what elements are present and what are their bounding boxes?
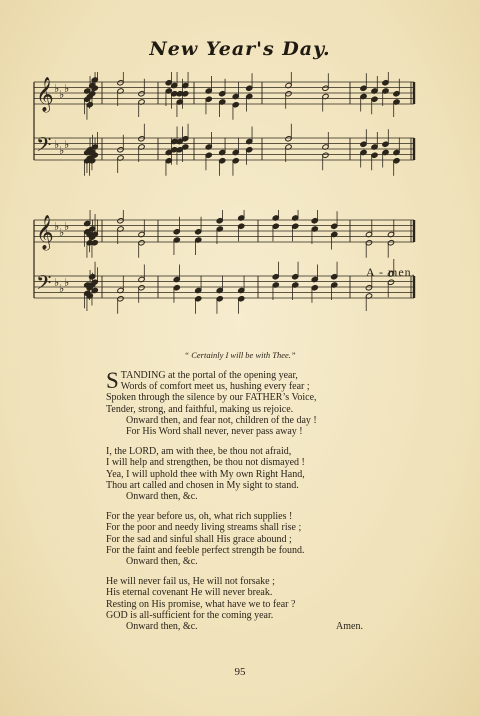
stanza-4-line-1: He will never fail us, He will not forsake ; [106,576,275,588]
stanza-2-line-1: I, the LORD, am with thee, be thou not afraid, [106,446,292,458]
flat-icon: ♭ [59,226,65,239]
flat-icon: ♭ [59,88,65,101]
poem-text [106,370,406,632]
music-system-1 [0,72,480,202]
stanza-2-line-3: Yea, I will uphold thee with My own Right Hand, [106,468,305,480]
stanza-3 [106,511,406,567]
stanza-4-amen: Amen. [336,621,363,633]
bass-clef-icon: 𝄢 [36,271,52,299]
flat-icon: ♭ [64,220,70,233]
flat-icon: ♭ [59,144,65,157]
stanza-3-line-4: For the faint and feeble perfect strength be found. [106,544,305,556]
epigraph: “ Certainly I will be with Thee.” [184,350,296,360]
stanza-4-line-3: Resting on His promise, what have we to fear ? [106,598,296,610]
flat-icon: ♭ [64,276,70,289]
stanza-1-line-1: TANDING at the portal of the opening year, [120,370,298,381]
flat-icon: ♭ [54,138,60,151]
flat-icon: ♭ [64,82,70,95]
flat-icon: ♭ [64,138,70,151]
stanza-2-line-4: Thou art called and chosen in My sight to stand. [106,479,299,491]
stanza-1-refrain-1: Onward then, and fear not, children of the day ! [126,414,317,426]
drop-cap: S [106,368,119,393]
bass-clef-icon: 𝄢 [36,133,52,161]
treble-clef-icon: 𝄞 [36,77,54,112]
stanza-4-line-2: His eternal covenant He will never break. [106,587,273,599]
stanza-3-line-2: For the poor and needy living streams shall rise ; [106,522,302,534]
stanza-3-line-1: For the year before us, oh, what rich supplies ! [106,511,293,523]
stanza-3-refrain: Onward then, &c. [126,556,198,568]
flat-icon: ♭ [54,82,60,95]
treble-clef-icon: 𝄞 [36,215,54,250]
flat-icon: ♭ [54,276,60,289]
amen-lyric: A - men. [366,265,416,279]
flat-icon: ♭ [54,220,60,233]
stanza-1-line-2: Words of comfort meet us, hushing every fear ; [120,381,310,393]
hymn-title: New Year's Day. [149,38,331,60]
stanza-4-line-4: GOD is all-sufficient for the coming year. [106,609,274,621]
flat-icon: ♭ [59,282,65,295]
stanza-4 [106,576,406,632]
stanza-4-refrain: Onward then, &c. [126,621,198,633]
stanza-1-line-4: Tender, strong, and faithful, making us rejoice. [106,403,294,415]
stanza-1 [106,370,406,437]
stanza-1-line-3: Spoken through the silence by our FATHER’s Voice, [106,392,317,404]
page-number: 95 [234,666,246,678]
stanza-2 [106,446,406,502]
stanza-1-refrain-2: For His Word shall never, never pass away ! [126,426,303,438]
stanza-2-refrain: Onward then, &c. [126,491,198,503]
stanza-3-line-3: For the sad and sinful shall His grace abound ; [106,533,292,545]
stanza-2-line-2: I will help and strengthen, be thou not dismayed ! [106,457,305,469]
